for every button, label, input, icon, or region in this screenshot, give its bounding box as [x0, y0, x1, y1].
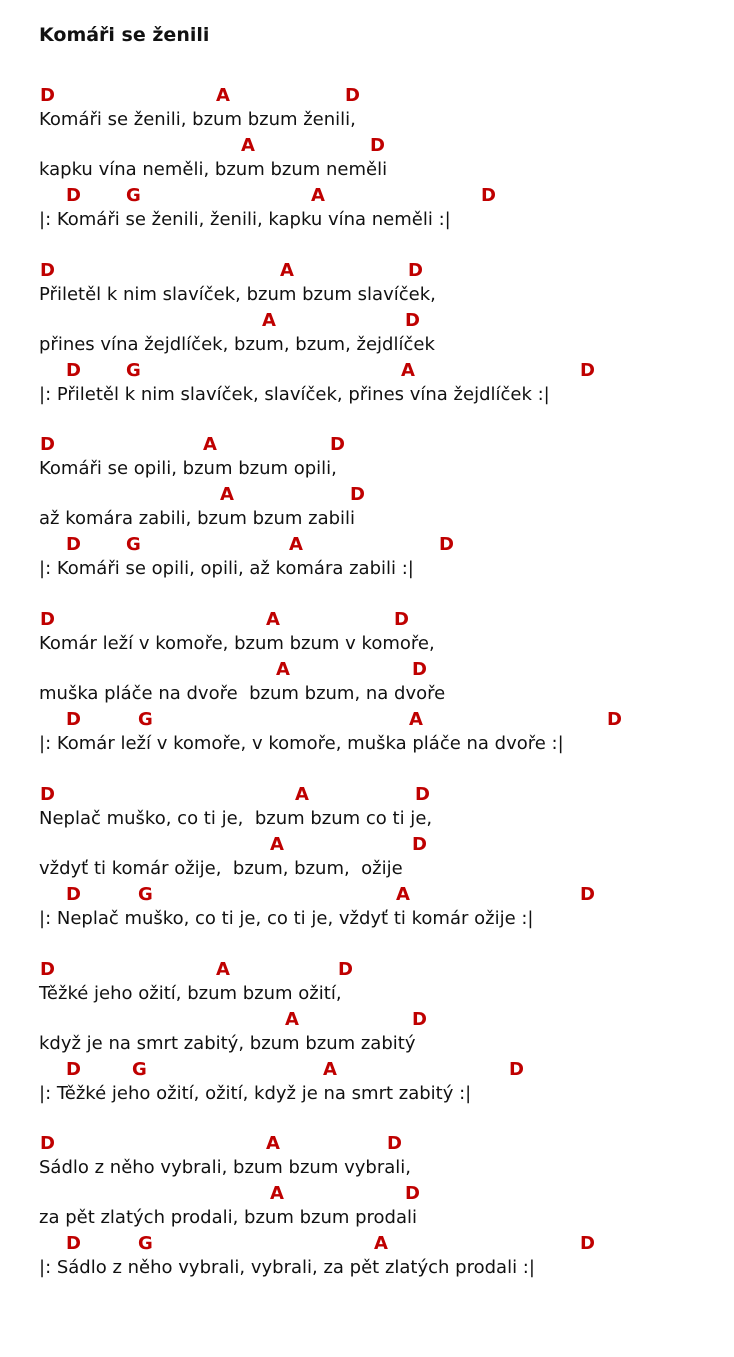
chord-A: A	[323, 1059, 337, 1080]
chord-row	[0, 958, 734, 983]
chord-D: D	[40, 260, 55, 281]
chord-A: A	[311, 185, 325, 206]
chord-D: D	[66, 185, 81, 206]
lyric-line: Přiletěl k nim slavíček, bzum bzum slavíček,	[39, 284, 436, 305]
chord-D: D	[330, 434, 345, 455]
lyric-line: když je na smrt zabitý, bzum bzum zabitý	[39, 1033, 416, 1054]
lyric-line: vždyť ti komár ožije, bzum, bzum, ožije	[39, 858, 403, 879]
lyric-line: za pět zlatých prodali, bzum bzum prodali	[39, 1207, 418, 1228]
chord-D: D	[40, 609, 55, 630]
chord-D: D	[394, 609, 409, 630]
lyric-line: |: Komár leží v komoře, v komoře, muška pláče na dvoře :|	[39, 733, 564, 754]
chord-A: A	[270, 834, 284, 855]
chord-A: A	[216, 85, 230, 106]
chord-A: A	[266, 609, 280, 630]
chord-row	[0, 1232, 734, 1257]
chord-row	[0, 883, 734, 908]
chord-D: D	[412, 1009, 427, 1030]
chord-D: D	[66, 709, 81, 730]
chord-G: G	[138, 1233, 153, 1254]
chord-D: D	[66, 360, 81, 381]
lyric-line: |: Komáři se opili, opili, až komára zabili :|	[39, 558, 414, 579]
chord-A: A	[262, 310, 276, 331]
chord-D: D	[350, 484, 365, 505]
chord-D: D	[580, 360, 595, 381]
chord-G: G	[138, 884, 153, 905]
chord-A: A	[409, 709, 423, 730]
chord-row	[0, 783, 734, 808]
chord-D: D	[66, 884, 81, 905]
chord-D: D	[345, 85, 360, 106]
chord-row	[0, 658, 734, 683]
lyric-line: |: Těžké jeho ožití, ožití, když je na smrt zabitý :|	[39, 1083, 472, 1104]
lyric-line: muška pláče na dvoře bzum bzum, na dvoře	[39, 683, 446, 704]
chord-A: A	[280, 260, 294, 281]
chord-D: D	[66, 1233, 81, 1254]
chord-D: D	[40, 784, 55, 805]
chord-A: A	[396, 884, 410, 905]
chord-row	[0, 833, 734, 858]
chord-D: D	[66, 534, 81, 555]
chord-A: A	[295, 784, 309, 805]
chord-G: G	[126, 534, 141, 555]
lyric-line: přines vína žejdlíček, bzum, bzum, žejdlíček	[39, 334, 435, 355]
chord-D: D	[415, 784, 430, 805]
chord-D: D	[405, 1183, 420, 1204]
chord-G: G	[126, 360, 141, 381]
chord-D: D	[370, 135, 385, 156]
chord-row	[0, 1182, 734, 1207]
chord-row	[0, 433, 734, 458]
chord-A: A	[270, 1183, 284, 1204]
lyric-line: Komáři se opili, bzum bzum opili,	[39, 458, 337, 479]
chord-A: A	[266, 1133, 280, 1154]
chord-D: D	[580, 884, 595, 905]
chord-D: D	[40, 434, 55, 455]
chord-D: D	[408, 260, 423, 281]
chord-D: D	[439, 534, 454, 555]
chord-A: A	[241, 135, 255, 156]
chord-row	[0, 608, 734, 633]
chord-row	[0, 259, 734, 284]
chord-A: A	[276, 659, 290, 680]
chord-row	[0, 708, 734, 733]
chord-D: D	[40, 85, 55, 106]
chord-row	[0, 134, 734, 159]
chord-row	[0, 309, 734, 334]
chord-D: D	[412, 659, 427, 680]
chord-A: A	[216, 959, 230, 980]
lyric-line: |: Sádlo z něho vybrali, vybrali, za pět zlatých prodali :|	[39, 1257, 535, 1278]
chord-D: D	[509, 1059, 524, 1080]
chord-row	[0, 1132, 734, 1157]
lyric-line: kapku vína neměli, bzum bzum neměli	[39, 159, 388, 180]
lyric-line: |: Komáři se ženili, ženili, kapku vína neměli :|	[39, 209, 451, 230]
chord-row	[0, 483, 734, 508]
chord-row	[0, 84, 734, 109]
song-title: Komáři se ženili	[39, 24, 210, 46]
chord-A: A	[401, 360, 415, 381]
lyric-line: Komár leží v komoře, bzum bzum v komoře,	[39, 633, 435, 654]
chord-D: D	[338, 959, 353, 980]
chord-D: D	[481, 185, 496, 206]
chord-A: A	[374, 1233, 388, 1254]
chord-D: D	[387, 1133, 402, 1154]
chord-D: D	[40, 959, 55, 980]
chord-D: D	[412, 834, 427, 855]
chord-D: D	[40, 1133, 55, 1154]
lyric-line: až komára zabili, bzum bzum zabili	[39, 508, 356, 529]
chord-A: A	[220, 484, 234, 505]
chord-A: A	[203, 434, 217, 455]
chord-row	[0, 1058, 734, 1083]
lyric-line: Komáři se ženili, bzum bzum ženili,	[39, 109, 356, 130]
chord-A: A	[285, 1009, 299, 1030]
chord-D: D	[405, 310, 420, 331]
chord-D: D	[66, 1059, 81, 1080]
lyric-line: |: Přiletěl k nim slavíček, slavíček, přines vína žejdlíček :|	[39, 384, 550, 405]
chord-row	[0, 533, 734, 558]
lyric-line: Neplač muško, co ti je, bzum bzum co ti je,	[39, 808, 433, 829]
chord-D: D	[607, 709, 622, 730]
chord-G: G	[138, 709, 153, 730]
lyric-line: Těžké jeho ožití, bzum bzum ožití,	[39, 983, 342, 1004]
chord-row	[0, 1008, 734, 1033]
chord-G: G	[126, 185, 141, 206]
chord-A: A	[289, 534, 303, 555]
chord-row	[0, 359, 734, 384]
lyric-line: |: Neplač muško, co ti je, co ti je, vždyť ti komár ožije :|	[39, 908, 534, 929]
chord-G: G	[132, 1059, 147, 1080]
chord-row	[0, 184, 734, 209]
chord-D: D	[580, 1233, 595, 1254]
lyric-line: Sádlo z něho vybrali, bzum bzum vybrali,	[39, 1157, 411, 1178]
